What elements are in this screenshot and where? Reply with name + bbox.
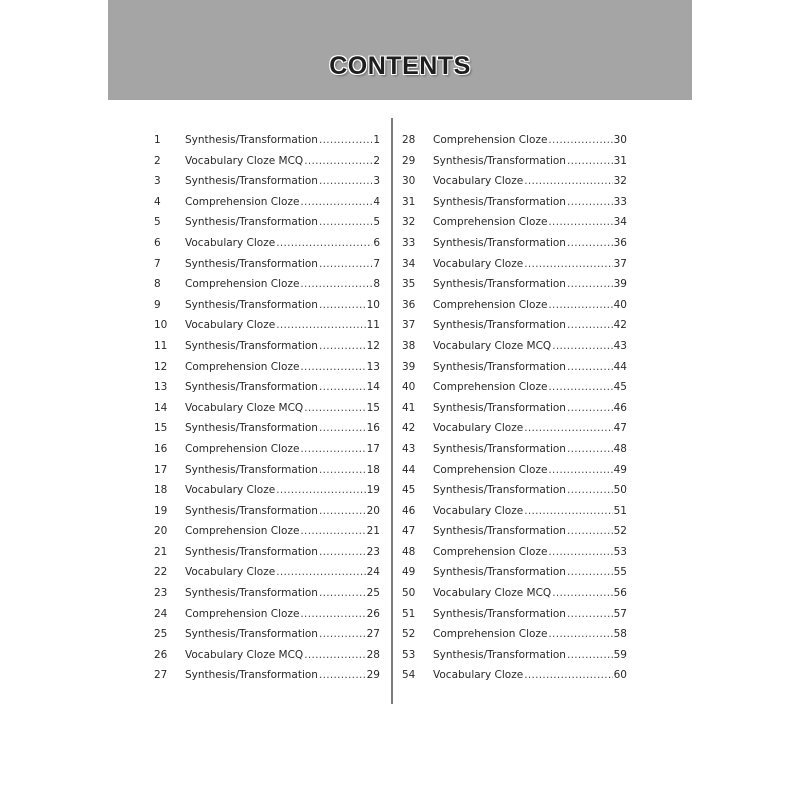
- entry-number: 16: [154, 442, 168, 455]
- entry-number: 19: [154, 504, 168, 517]
- dot-leader: [567, 319, 613, 331]
- entry-title: Vocabulary Cloze: [433, 422, 524, 435]
- toc-entry: [154, 196, 380, 217]
- entry-number: 25: [154, 628, 168, 641]
- entry-number: 10: [154, 319, 168, 332]
- toc-entry: [402, 258, 627, 279]
- entry-page-number: 23: [366, 545, 380, 558]
- entry-title: Synthesis/Transformation: [433, 278, 566, 291]
- entry-page-number: 34: [613, 216, 627, 229]
- dot-leader: [567, 402, 613, 414]
- entry-number: 27: [154, 669, 168, 682]
- dot-leader: [300, 525, 365, 537]
- entry-number: 50: [402, 587, 416, 600]
- entry-number: 42: [402, 422, 416, 435]
- entry-title: Vocabulary Cloze MCQ: [433, 587, 552, 600]
- entry-number: 51: [402, 607, 416, 620]
- entry-page-number: 52: [613, 525, 627, 538]
- entry-number: 34: [402, 257, 416, 270]
- entry-number: 36: [402, 298, 416, 311]
- entry-number: 9: [154, 298, 161, 311]
- entry-number: 6: [154, 236, 161, 249]
- entry-number: 49: [402, 566, 416, 579]
- entry-title: Synthesis/Transformation: [185, 339, 318, 352]
- entry-number: 8: [154, 278, 161, 291]
- entry-title: Comprehension Cloze: [433, 628, 548, 641]
- dot-leader: [567, 278, 613, 290]
- entry-title: Synthesis/Transformation: [433, 236, 566, 249]
- toc-entry: [402, 608, 627, 629]
- entry-number: 39: [402, 360, 416, 373]
- entry-page-number: 42: [613, 319, 627, 332]
- entry-page-number: 51: [613, 504, 627, 517]
- entry-page-number: 25: [366, 587, 380, 600]
- dot-leader: [319, 464, 366, 476]
- entry-number: 38: [402, 339, 416, 352]
- entry-title: Comprehension Cloze: [185, 442, 300, 455]
- dot-leader: [567, 608, 613, 620]
- toc-entry: [154, 216, 380, 237]
- dot-leader: [524, 175, 612, 187]
- toc-entry: [154, 361, 380, 382]
- entry-title: Comprehension Cloze: [433, 134, 548, 146]
- dot-leader: [548, 464, 612, 476]
- dot-leader: [567, 155, 613, 167]
- entry-page-number: 29: [366, 669, 380, 682]
- entry-title: Comprehension Cloze: [185, 195, 300, 208]
- entry-page-number: 30: [613, 134, 627, 146]
- entry-page-number: 6: [373, 236, 380, 249]
- toc-entry: [402, 340, 627, 361]
- toc-entry: [402, 196, 627, 217]
- contents-list-right: [402, 134, 627, 690]
- dot-leader: [552, 340, 612, 352]
- entry-number: 22: [154, 566, 168, 579]
- entry-number: 18: [154, 484, 168, 497]
- entry-number: 7: [154, 257, 161, 270]
- entry-number: 24: [154, 607, 168, 620]
- contents-page: [108, 0, 692, 800]
- entry-title: Synthesis/Transformation: [433, 319, 566, 332]
- entry-page-number: 14: [366, 381, 380, 394]
- toc-entry: [402, 319, 627, 340]
- dot-leader: [548, 628, 612, 640]
- dot-leader: [319, 134, 372, 146]
- dot-leader: [567, 566, 613, 578]
- entry-title: Comprehension Cloze: [185, 525, 300, 538]
- toc-entry: [154, 381, 380, 402]
- entry-number: 4: [154, 195, 161, 208]
- entry-number: 53: [402, 648, 416, 661]
- entry-page-number: 17: [366, 442, 380, 455]
- entry-number: 17: [154, 463, 168, 476]
- toc-entry: [402, 484, 627, 505]
- entry-page-number: 27: [366, 628, 380, 641]
- entry-number: 3: [154, 175, 161, 188]
- toc-entry: [402, 155, 627, 176]
- entry-page-number: 1: [373, 134, 380, 146]
- entry-number: 32: [402, 216, 416, 229]
- entry-title: Vocabulary Cloze: [185, 236, 276, 249]
- entry-page-number: 45: [613, 381, 627, 394]
- toc-entry: [402, 402, 627, 423]
- dot-leader: [567, 237, 613, 249]
- dot-leader: [567, 484, 613, 496]
- entry-title: Comprehension Cloze: [185, 607, 300, 620]
- toc-entry: [402, 175, 627, 196]
- toc-entry: [154, 237, 380, 258]
- toc-entry: [154, 155, 380, 176]
- dot-leader: [567, 361, 613, 373]
- toc-entry: [154, 525, 380, 546]
- entry-page-number: 53: [613, 545, 627, 558]
- entry-number: 2: [154, 154, 161, 167]
- dot-leader: [319, 258, 372, 270]
- dot-leader: [304, 402, 365, 414]
- toc-entry: [402, 464, 627, 485]
- dot-leader: [319, 216, 372, 228]
- entry-page-number: 19: [366, 484, 380, 497]
- toc-entry: [402, 216, 627, 237]
- toc-entry: [154, 628, 380, 649]
- entry-number: 46: [402, 504, 416, 517]
- entry-title: Synthesis/Transformation: [433, 566, 566, 579]
- entry-number: 23: [154, 587, 168, 600]
- toc-entry: [154, 546, 380, 567]
- entry-title: Synthesis/Transformation: [185, 669, 318, 682]
- entry-title: Vocabulary Cloze: [433, 669, 524, 682]
- dot-leader: [319, 669, 366, 681]
- entry-title: Vocabulary Cloze: [185, 484, 276, 497]
- entry-number: 41: [402, 401, 416, 414]
- dot-leader: [319, 628, 366, 640]
- entry-number: 5: [154, 216, 161, 229]
- entry-number: 11: [154, 339, 168, 352]
- entry-page-number: 8: [373, 278, 380, 291]
- toc-entry: [154, 669, 380, 690]
- toc-entry: [402, 237, 627, 258]
- toc-entry: [154, 402, 380, 423]
- dot-leader: [524, 258, 612, 270]
- toc-entry: [154, 608, 380, 629]
- toc-entry: [154, 175, 380, 196]
- entry-title: Synthesis/Transformation: [185, 381, 318, 394]
- entry-title: Synthesis/Transformation: [433, 525, 566, 538]
- entry-number: 40: [402, 381, 416, 394]
- dot-leader: [300, 361, 365, 373]
- entry-page-number: 47: [613, 422, 627, 435]
- entry-number: 37: [402, 319, 416, 332]
- toc-entry: [154, 464, 380, 485]
- entry-page-number: 59: [613, 648, 627, 661]
- entry-number: 12: [154, 360, 168, 373]
- dot-leader: [319, 381, 366, 393]
- entry-page-number: 15: [366, 401, 380, 414]
- dot-leader: [548, 299, 612, 311]
- contents-list-left: [154, 134, 380, 690]
- entry-page-number: 28: [366, 648, 380, 661]
- entry-page-number: 12: [366, 339, 380, 352]
- entry-page-number: 4: [373, 195, 380, 208]
- dot-leader: [276, 566, 365, 578]
- entry-title: Synthesis/Transformation: [185, 545, 318, 558]
- entry-page-number: 26: [366, 607, 380, 620]
- entry-title: Vocabulary Cloze: [433, 504, 524, 517]
- dot-leader: [548, 381, 612, 393]
- toc-entry: [402, 525, 627, 546]
- toc-entry: [154, 443, 380, 464]
- dot-leader: [567, 525, 613, 537]
- toc-entry: [402, 587, 627, 608]
- dot-leader: [304, 649, 365, 661]
- entry-title: Synthesis/Transformation: [433, 648, 566, 661]
- entry-page-number: 32: [613, 175, 627, 188]
- entry-number: 31: [402, 195, 416, 208]
- toc-entry: [154, 505, 380, 526]
- entry-number: 15: [154, 422, 168, 435]
- entry-page-number: 11: [366, 319, 380, 332]
- entry-title: Comprehension Cloze: [433, 381, 548, 394]
- toc-entry: [154, 278, 380, 299]
- toc-entry: [402, 566, 627, 587]
- header-band: [108, 0, 692, 100]
- toc-entry: [154, 319, 380, 340]
- entry-title: Synthesis/Transformation: [433, 195, 566, 208]
- entry-title: Comprehension Cloze: [433, 298, 548, 311]
- entry-title: Synthesis/Transformation: [185, 587, 318, 600]
- entry-title: Comprehension Cloze: [185, 360, 300, 373]
- dot-leader: [548, 134, 612, 146]
- entry-title: Synthesis/Transformation: [185, 628, 318, 641]
- entry-title: Synthesis/Transformation: [433, 607, 566, 620]
- toc-entry: [402, 278, 627, 299]
- entry-number: 35: [402, 278, 416, 291]
- dot-leader: [552, 587, 612, 599]
- dot-leader: [300, 196, 372, 208]
- entry-page-number: 16: [366, 422, 380, 435]
- entry-page-number: 5: [373, 216, 380, 229]
- dot-leader: [319, 546, 366, 558]
- entry-title: Synthesis/Transformation: [185, 216, 318, 229]
- toc-entry: [402, 422, 627, 443]
- entry-number: 45: [402, 484, 416, 497]
- entry-number: 26: [154, 648, 168, 661]
- dot-leader: [524, 505, 612, 517]
- page-title: CONTENTS: [329, 52, 471, 80]
- entry-number: 29: [402, 154, 416, 167]
- entry-page-number: 24: [366, 566, 380, 579]
- entry-title: Comprehension Cloze: [433, 463, 548, 476]
- dot-leader: [304, 155, 372, 167]
- toc-entry: [402, 546, 627, 567]
- toc-entry: [154, 258, 380, 279]
- entry-title: Comprehension Cloze: [185, 278, 300, 291]
- toc-entry: [154, 484, 380, 505]
- entry-page-number: 48: [613, 442, 627, 455]
- toc-entry: [402, 381, 627, 402]
- dot-leader: [300, 278, 372, 290]
- toc-entry: [402, 628, 627, 649]
- entry-number: 43: [402, 442, 416, 455]
- entry-number: 28: [402, 134, 416, 146]
- entry-number: 47: [402, 525, 416, 538]
- dot-leader: [276, 237, 372, 249]
- entry-title: Synthesis/Transformation: [185, 298, 318, 311]
- dot-leader: [567, 196, 613, 208]
- entry-page-number: 18: [366, 463, 380, 476]
- entry-page-number: 39: [613, 278, 627, 291]
- dot-leader: [319, 175, 372, 187]
- entry-title: Synthesis/Transformation: [185, 463, 318, 476]
- entry-page-number: 2: [373, 154, 380, 167]
- entry-number: 33: [402, 236, 416, 249]
- entry-number: 1: [154, 134, 161, 146]
- entry-page-number: 50: [613, 484, 627, 497]
- entry-page-number: 36: [613, 236, 627, 249]
- toc-entry: [154, 422, 380, 443]
- dot-leader: [524, 422, 612, 434]
- toc-entry: [154, 649, 380, 670]
- entry-page-number: 37: [613, 257, 627, 270]
- entry-title: Vocabulary Cloze MCQ: [185, 648, 304, 661]
- entry-page-number: 43: [613, 339, 627, 352]
- toc-entry: [154, 299, 380, 320]
- toc-entry: [154, 134, 380, 155]
- entry-page-number: 20: [366, 504, 380, 517]
- toc-entry: [154, 340, 380, 361]
- dot-leader: [300, 608, 365, 620]
- entry-title: Synthesis/Transformation: [185, 175, 318, 188]
- dot-leader: [319, 422, 366, 434]
- dot-leader: [548, 216, 612, 228]
- entry-number: 54: [402, 669, 416, 682]
- entry-page-number: 7: [373, 257, 380, 270]
- entry-number: 14: [154, 401, 168, 414]
- column-divider: [391, 118, 393, 704]
- entry-title: Vocabulary Cloze MCQ: [185, 154, 304, 167]
- entry-number: 20: [154, 525, 168, 538]
- entry-title: Synthesis/Transformation: [185, 422, 318, 435]
- entry-number: 48: [402, 545, 416, 558]
- entry-title: Comprehension Cloze: [433, 216, 548, 229]
- toc-entry: [402, 649, 627, 670]
- entry-title: Synthesis/Transformation: [433, 442, 566, 455]
- entry-page-number: 40: [613, 298, 627, 311]
- entry-page-number: 3: [373, 175, 380, 188]
- entry-title: Synthesis/Transformation: [433, 360, 566, 373]
- dot-leader: [319, 505, 366, 517]
- dot-leader: [567, 443, 613, 455]
- toc-entry: [402, 299, 627, 320]
- entry-page-number: 44: [613, 360, 627, 373]
- entry-title: Synthesis/Transformation: [185, 257, 318, 270]
- entry-title: Vocabulary Cloze MCQ: [185, 401, 304, 414]
- toc-entry: [402, 361, 627, 382]
- toc-entry: [402, 669, 627, 690]
- entry-title: Vocabulary Cloze: [185, 566, 276, 579]
- dot-leader: [524, 669, 612, 681]
- entry-number: 13: [154, 381, 168, 394]
- dot-leader: [276, 319, 365, 331]
- dot-leader: [548, 546, 612, 558]
- entry-title: Vocabulary Cloze: [185, 319, 276, 332]
- toc-entry: [154, 566, 380, 587]
- entry-title: Vocabulary Cloze: [433, 257, 524, 270]
- toc-entry: [402, 505, 627, 526]
- entry-page-number: 33: [613, 195, 627, 208]
- dot-leader: [319, 587, 366, 599]
- entry-page-number: 60: [613, 669, 627, 682]
- entry-number: 21: [154, 545, 168, 558]
- dot-leader: [300, 443, 365, 455]
- toc-entry: [154, 587, 380, 608]
- entry-page-number: 57: [613, 607, 627, 620]
- entry-title: Synthesis/Transformation: [433, 154, 566, 167]
- toc-entry: [402, 134, 627, 155]
- dot-leader: [567, 649, 613, 661]
- dot-leader: [319, 340, 366, 352]
- entry-title: Comprehension Cloze: [433, 545, 548, 558]
- entry-title: Vocabulary Cloze MCQ: [433, 339, 552, 352]
- entry-title: Vocabulary Cloze: [433, 175, 524, 188]
- dot-leader: [276, 484, 365, 496]
- dot-leader: [319, 299, 366, 311]
- entry-page-number: 58: [613, 628, 627, 641]
- entry-number: 52: [402, 628, 416, 641]
- entry-number: 30: [402, 175, 416, 188]
- entry-page-number: 10: [366, 298, 380, 311]
- entry-title: Synthesis/Transformation: [185, 134, 318, 146]
- entry-page-number: 21: [366, 525, 380, 538]
- entry-number: 44: [402, 463, 416, 476]
- entry-page-number: 31: [613, 154, 627, 167]
- entry-page-number: 56: [613, 587, 627, 600]
- entry-title: Synthesis/Transformation: [433, 484, 566, 497]
- toc-entry: [402, 443, 627, 464]
- entry-title: Synthesis/Transformation: [433, 401, 566, 414]
- entry-page-number: 55: [613, 566, 627, 579]
- entry-page-number: 49: [613, 463, 627, 476]
- entry-title: Synthesis/Transformation: [185, 504, 318, 517]
- entry-page-number: 46: [613, 401, 627, 414]
- entry-page-number: 13: [366, 360, 380, 373]
